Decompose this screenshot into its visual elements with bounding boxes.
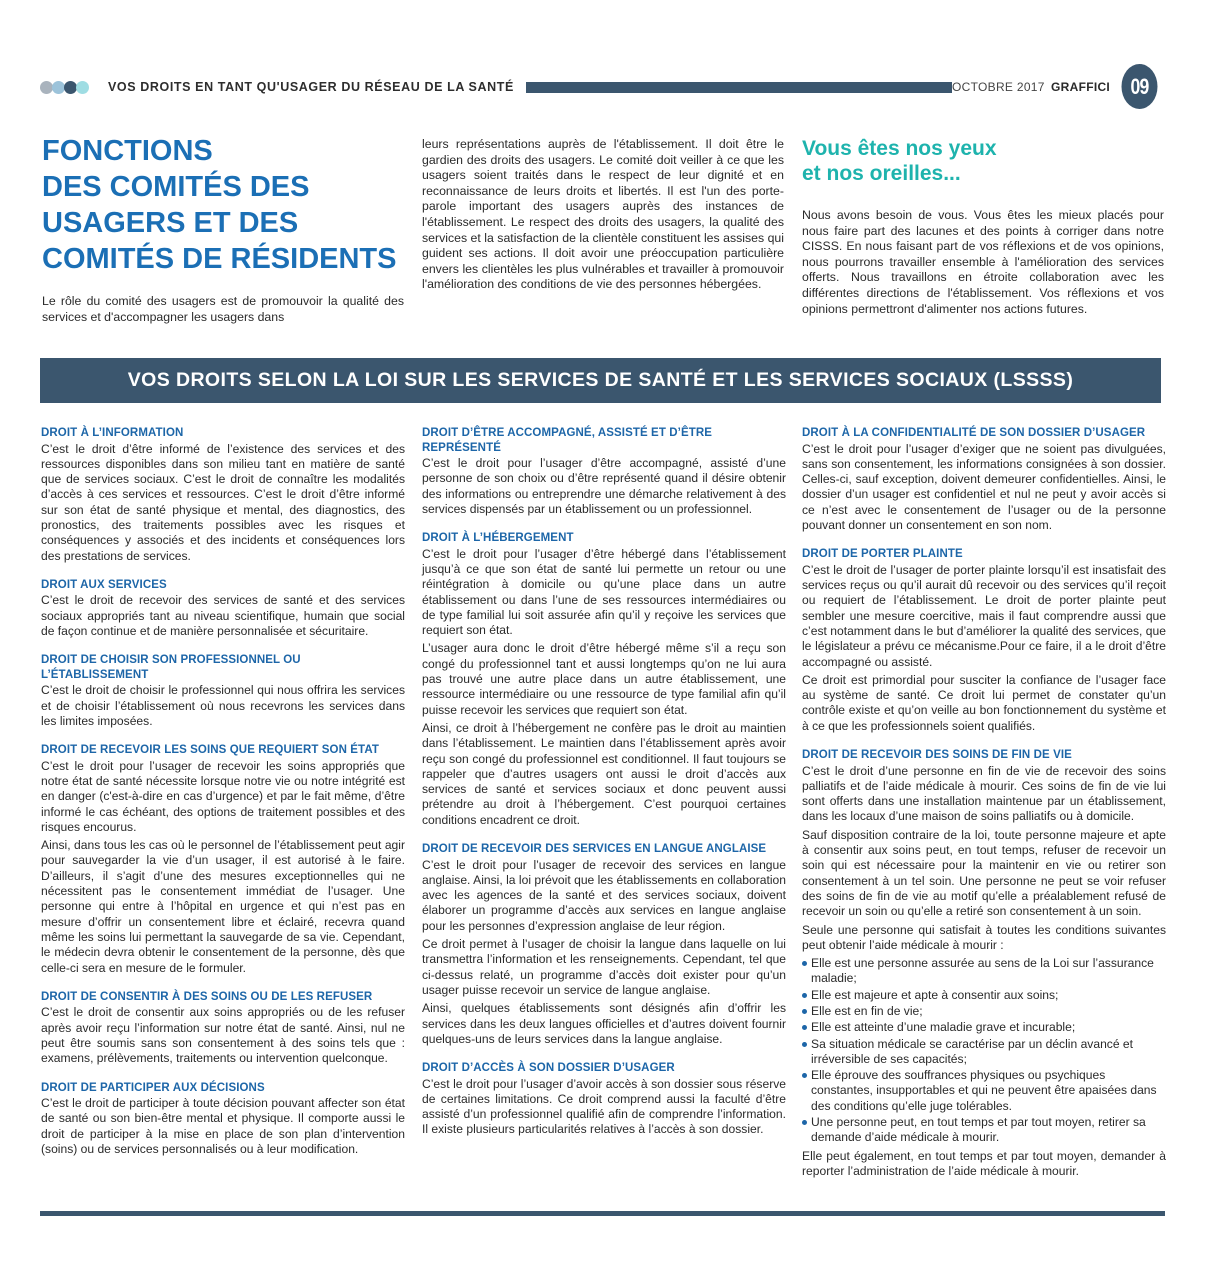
right-section: [41, 990, 405, 1067]
right-section-title: DROIT DE RECEVOIR DES SERVICES EN LANGUE ANGLAISE: [422, 843, 767, 856]
right-section-paragraph: Ainsi, quelques établissements sont désignés afin d’offrir les services dans les deux langues officielles et d’autres doivent fournir quelques-uns de leurs services dans la langue anglaise.: [422, 1001, 786, 1046]
right-section-title: DROIT À LA CONFIDENTIALITÉ DE SON DOSSIER D’USAGER: [802, 427, 1146, 439]
right-section-closing: Elle peut également, en tout temps et par tout moyen, demander à reporter l’administration de l’aide médicale à mourir.: [802, 1148, 1166, 1178]
condition-text: Elle est une personne assurée au sens de la Loi sur l’assurance maladie;: [811, 956, 1154, 986]
right-section-title: DROIT À L’INFORMATION: [41, 427, 184, 439]
bullet-icon: [802, 993, 807, 998]
condition-text: Une personne peut, en tout temps et par tout moyen, retirer sa demande d’aide médicale à mourir.: [811, 1115, 1146, 1145]
issue-date: OCTOBRE 2017: [952, 80, 1045, 94]
right-section: [802, 547, 1166, 734]
condition-text: Elle est majeure et apte à consentir aux soins;: [811, 987, 1059, 1002]
condition-item: [802, 988, 1166, 1003]
title-line: COMITÉS DE RÉSIDENTS: [42, 243, 397, 275]
publication-name: GRAFFICI: [1051, 80, 1111, 94]
right-section-paragraph: C’est le droit de consentir aux soins appropriés ou de les refuser après avoir reçu l’information sur notre état de santé. Ainsi, nul ne peut être soumis sans son consentement à des soins tels que : examens, prélèvements, traitements ou intervention quelconque.: [41, 1005, 405, 1066]
right-section: [802, 426, 1166, 533]
bullet-icon: [802, 1009, 807, 1014]
conditions-list: [802, 956, 1166, 1146]
right-section-title: DROIT DE CONSENTIR À DES SOINS OU DE LES REFUSER: [41, 990, 373, 1003]
condition-text: Elle éprouve des souffrances physiques ou psychiques constantes, insupportables et qui ne peuvent être apaisées dans des conditions qu’elle juge tolérables.: [811, 1068, 1157, 1113]
right-section-title: DROIT AUX SERVICES: [41, 578, 167, 591]
right-section: [422, 426, 786, 517]
right-section-title: DROIT D’ÊTRE ACCOMPAGNÉ, ASSISTÉ ET D’ÊTRE REPRÉSENTÉ: [422, 427, 713, 454]
right-section: [41, 578, 405, 639]
right-section-title: DROIT D’ACCÈS À SON DOSSIER D’USAGER: [422, 1062, 675, 1075]
right-section-paragraph: C’est le droit pour l’usager de recevoir des services en langue anglaise. Ainsi, la loi prévoit que les établissements en collaboration avec les agences de la santé et des services sociaux, doivent élaborer un programme d’accès aux services en langue anglaise pour les personnes d’expression anglaise de leur région.: [422, 857, 786, 933]
right-section-paragraph: C’est le droit pour l’usager d’exiger que ne soient pas divulguées, sans son consentement, les informations consignées à son dossier. Celles-ci, sauf exception, doivent demeurer confidentielles. Ainsi, le dossier d’un usager est confidentiel et nul ne peut y avoir accès si ce n’est avec le consentement de l’usager ou de la personne pouvant donner un consentement en son nom.: [802, 441, 1166, 532]
right-section-paragraph: L’usager aura donc le droit d’être hébergé même s’il a reçu son congé du professionnel tant et aussi longtemps qu’on ne lui aura pas trouvé une autre place dans un autre établissement, une ressource intermédiaire ou une ressource de type familial afin qu’il puisse recevoir les services que requiert son état.: [422, 641, 786, 717]
right-section-paragraph: Sauf disposition contraire de la loi, toute personne majeure et apte à consentir aux soins peut, en tout temps, refuser de recevoir un soin qui est nécessaire pour la maintenir en vie ou retirer son consentement à un tel soin. Une personne ne peut se voir refuser des soins de fin de vie au motif qu’elle a préalablement refusé de recevoir un soin ou qu’elle a retiré son consentement à un soin.: [802, 827, 1166, 919]
title-line: USAGERS ET DES: [42, 207, 299, 239]
right-section-paragraph: C’est le droit de choisir le professionnel qui nous offrira les services et de choisir l’établissement où nous recevrons les services dans les limites imposées.: [41, 683, 405, 728]
right-section-title: DROIT À L’HÉBERGEMENT: [422, 532, 574, 545]
right-section-paragraph: C’est le droit pour l’usager d’avoir accès à son dossier sous réserve de certaines limitations. Ce droit comprend aussi la faculté d’être assisté d’un professionnel qualifié afin de comprendre l’information. Il existe plusieurs particularités relatives à l’accès à son dossier.: [422, 1076, 786, 1137]
condition-item: [802, 956, 1166, 987]
bullet-icon: [802, 1025, 807, 1030]
sidebar-title-line: Vous êtes nos yeux: [802, 137, 997, 160]
right-section-paragraph: C’est le droit pour l’usager d’être accompagné, assisté d’une personne de son choix ou d’être représenté quand il désire obtenir des informations ou entreprendre une démarche relativement à des services dispensés par un établissement ou un professionnel.: [422, 456, 786, 516]
right-section: [41, 743, 405, 976]
dot-icon: [76, 81, 89, 94]
sidebar-title-line: et nos oreilles...: [802, 162, 961, 185]
title-line: FONCTIONS: [42, 135, 213, 167]
right-section-paragraph: Ainsi, dans tous les cas où le personnel de l’établissement peut agir pour sauvegarder la vie d’un usager, il est autorisé à le faire. D’ailleurs, il s’agit d’une des mesures exceptionnelles qui ne nécessitent pas le consentement immédiat de l’usager. Une personne qui entre à l’hôpital en urgence et qui n’est pas en mesure d’offrir un consentement libre et éclairé, recevra quand même les soins lui permettant la sauvegarde de sa vie. Cependant, le médecin devra obtenir le consentement de la personne, dès que celle-ci sera en mesure de le formuler.: [41, 838, 405, 975]
sidebar-title: [802, 136, 997, 186]
right-section-paragraph: C’est le droit d’être informé de l’existence des services et des ressources disponibles dans son milieu tant en matière de santé que de services sociaux. C’est le droit de connaître les modalités d’accès à ces services et ressources. C’est le droit d’être informé sur son état de santé physique et mental, des diagnostics, des pronostics, des traitements possibles avec les risques et conséquences y associés et des incidents et conséquences lors des prestations de services.: [41, 441, 405, 563]
right-section: [802, 748, 1166, 1179]
intro-paragraph-continued: leurs représentations auprès de l'établissement. Il doit être le gardien des droits des usagers. Le comité doit veiller à ce que les usagers soient traités dans le respect de leur dignité et en reconnaissance de leurs droits et libertés. Il est l'un des porte-parole important des usagers auprès des instances de l'établissement. Le respect des droits des usagers, la qualité des services et la satisfaction de la clientèle constituent les assises qui guident ses actions. Il doit avoir une préoccupation particulière envers les clientèles les plus vulnérables et travailler à promouvoir l'amélioration des conditions de vie des personnes hébergées.: [422, 137, 784, 292]
decorative-dots: [40, 81, 88, 94]
right-section: [422, 842, 786, 1047]
right-section-title: DROIT DE RECEVOIR LES SOINS QUE REQUIERT SON ÉTAT: [41, 744, 380, 757]
rights-column-3: [802, 426, 1166, 1193]
article-title: [42, 133, 402, 277]
condition-text: Elle est en fin de vie;: [811, 1004, 923, 1018]
bullet-icon: [802, 1120, 807, 1125]
right-section-title: DROIT DE PARTICIPER AUX DÉCISIONS: [41, 1081, 265, 1094]
right-section-paragraph: Ce droit est primordial pour susciter la confiance de l’usager face au système de santé. Ce droit lui permet de constater qu’un contrôle existe et qu’on veille au bon fonctionnement du système et à ce que les professionnels soient qualifiés.: [802, 672, 1166, 733]
right-section: [422, 531, 786, 828]
rights-column-1: [41, 426, 405, 1171]
rights-column-2: [422, 426, 786, 1152]
right-section-title: DROIT DE CHOISIR SON PROFESSIONNEL OU L’ÉTABLISSEMENT: [41, 654, 301, 681]
right-section-paragraph: C’est le droit pour l’usager d’être hébergé dans l’établissement jusqu’à ce que son état de santé lui permette un retour ou une réintégration à domicile ou qu’une place dans un autre établissement ou dans l’une de ses ressources intermédiaires ou de type familial lui soit assurée afin qu’il y reçoive les services que requiert son état.: [422, 546, 786, 638]
bullet-icon: [802, 961, 807, 966]
condition-text: Sa situation médicale se caractérise par un déclin avancé et irréversible de ses capacités;: [811, 1036, 1134, 1066]
condition-text: Elle est atteinte d’une maladie grave et incurable;: [811, 1020, 1076, 1035]
header-rule: [526, 82, 952, 93]
bullet-icon: [802, 1042, 807, 1047]
bullet-icon: [802, 1073, 807, 1078]
section-banner: [40, 358, 1161, 403]
right-section-paragraph: C’est le droit de l’usager de porter plainte lorsqu’il est insatisfait des services reçus ou qu’il aurait dû recevoir ou des services qu’il reçoit ou requiert de l’établissement. Le droit de porter plainte peut sembler une mesure coercitive, mais il faut comprendre aussi que c’est notamment dans le but d’améliorer la qualité des services, que le législateur a prévu ce mécanisme.Pour ce faire, il a le droit d’être accompagné ou assisté.: [802, 562, 1166, 669]
condition-item: [802, 1068, 1166, 1114]
page-header: [40, 78, 1165, 100]
right-section-paragraph: Seule une personne qui satisfait à toutes les conditions suivantes peut obtenir l’aide médicale à mourir :: [802, 922, 1166, 952]
section-kicker: VOS DROITS EN TANT QU'USAGER DU RÉSEAU DE LA SANTÉ: [108, 80, 514, 94]
right-section: [422, 1061, 786, 1138]
right-section-paragraph: C’est le droit pour l’usager de recevoir les soins appropriés que notre état de santé nécessite lorsque notre vie ou notre intégrité est en danger (c'est-à-dire en cas d’urgence) et par le fait même, d’être informé le cas échéant, des options de traitement possibles et des risques encourus.: [41, 758, 405, 834]
right-section: [41, 1081, 405, 1158]
condition-item: [802, 1004, 1166, 1019]
right-section-title: DROIT DE PORTER PLAINTE: [802, 548, 963, 561]
intro-paragraph-start: Le rôle du comité des usagers est de promouvoir la qualité des services et d'accompagner les usagers dans: [42, 294, 404, 324]
right-section-paragraph: C’est le droit de participer à toute décision pouvant affecter son état de santé ou son bien-être mental et physique. Il comporte aussi le droit de participer à la mise en place de son plan d’intervention (soins) ou de services personnalisés ou à leur modification.: [41, 1096, 405, 1156]
right-section-paragraph: Ainsi, ce droit à l’hébergement ne confère pas le droit au maintien dans l’établissement. Le maintien dans l’établissement après avoir reçu son congé du professionnel est conditionnel. Il faut toujours se rappeler que d’autres usagers ont aussi le droit d’accès aux services de santé et services sociaux et donc peuvent aussi prétendre au droit à l’hébergement. C’est pourquoi certaines conditions encadrent ce droit.: [422, 720, 786, 827]
title-line: DES COMITÉS DES: [42, 171, 310, 203]
banner-title: VOS DROITS SELON LA LOI SUR LES SERVICES DE SANTÉ ET LES SERVICES SOCIAUX (LSSSS): [127, 369, 1074, 391]
footer-rule: [40, 1211, 1165, 1216]
right-section: [41, 653, 405, 729]
condition-item: [802, 1037, 1166, 1068]
condition-item: [802, 1020, 1166, 1035]
page-number-badge: 09: [1122, 64, 1158, 109]
right-section-paragraph: C’est le droit de recevoir des services de santé et des services sociaux appropriés tant au niveau scientifique, humain que social de façon continue et de manière personnalisée et sécuritaire.: [41, 593, 405, 638]
right-section-paragraph: Ce droit permet à l’usager de choisir la langue dans laquelle on lui transmettra l’information et les renseignements. Cependant, tel que ci-dessus relaté, un programme d’accès doit exister pour qu’un usager puisse recevoir un service de langue anglaise.: [422, 937, 786, 997]
right-section-paragraph: C’est le droit d’une personne en fin de vie de recevoir des soins palliatifs et de l’aide médicale à mourir. Ces soins de fin de vie lui sont offerts dans une installation maintenue par un établissement, dans les locaux d’une maison de soins palliatifs ou à domicile.: [802, 763, 1166, 824]
right-section: [41, 426, 405, 564]
right-section-title: DROIT DE RECEVOIR DES SOINS DE FIN DE VIE: [802, 749, 1072, 762]
sidebar-paragraph: Nous avons besoin de vous. Vous êtes les mieux placés pour nous faire part des lacunes et des points à corriger dans notre CISSS. En nous faisant part de vos réflexions et de vos opinions, nous pourrons travailler ensemble à l'amélioration des services offerts. Nous travaillons en étroite collaboration avec les différentes directions de l'établissement. Vos réflexions et vos opinions permettront d'alimenter nos actions futures.: [802, 208, 1164, 316]
condition-item: [802, 1115, 1166, 1146]
